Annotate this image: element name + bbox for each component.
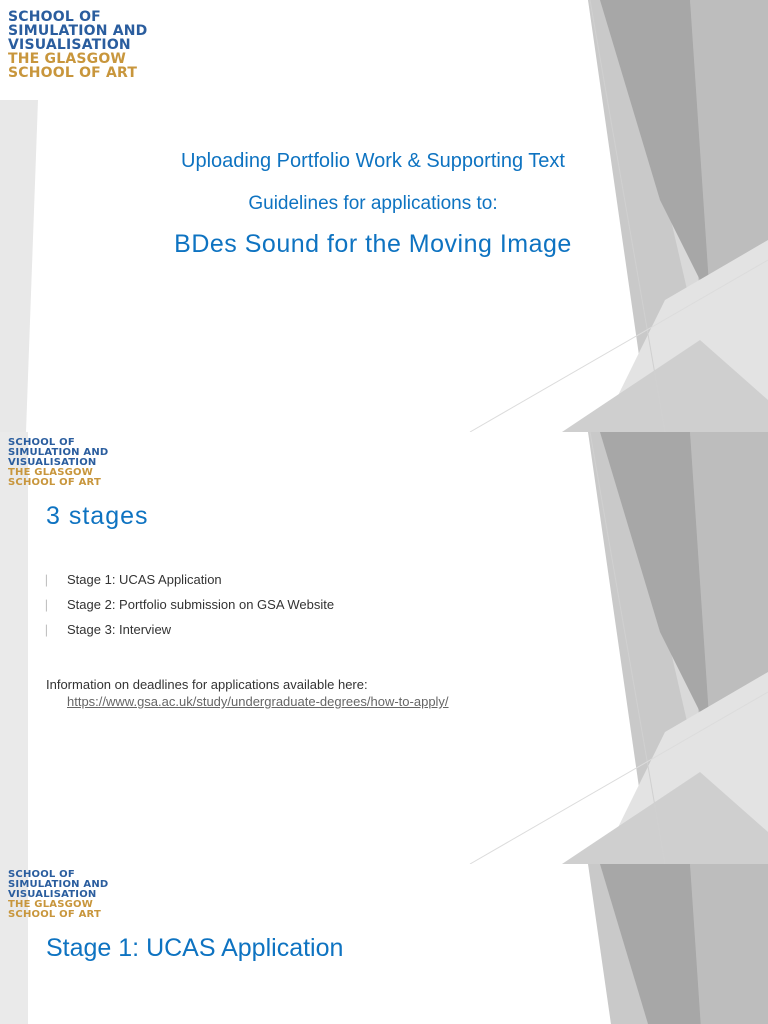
logo-line: SCHOOL OF ART [8,477,101,488]
stage-label: Stage 2: Portfolio submission on GSA Website [67,597,335,612]
logo-line: THE GLASGOW [8,899,93,910]
bullet-icon: ▏ [46,576,54,587]
how-to-apply-link[interactable]: https://www.gsa.ac.uk/study/undergraduate-degrees/how-to-apply/ [67,694,449,709]
bullet-icon: ▏ [46,601,54,612]
list-item [46,622,334,637]
logo-line: SCHOOL OF ART [8,909,101,920]
programme-name: BDes Sound for the Moving Image [174,230,572,258]
slide-heading: Stage 1: UCAS Application [46,934,344,962]
logo-line: VISUALISATION [8,457,97,468]
logo-line: SIMULATION AND [8,447,109,458]
logo-line: SIMULATION AND [8,23,148,39]
slide-heading: 3 stages [46,502,149,530]
bullet-icon: ▏ [46,626,54,637]
gsa-logo [8,10,148,80]
slide-three-stages [0,432,768,864]
logo-line: VISUALISATION [8,37,131,53]
gsa-logo [8,870,108,920]
logo-line: SIMULATION AND [8,879,109,890]
stage-label: Stage 3: Interview [67,622,172,637]
deadline-info [46,676,449,710]
list-item [46,597,334,612]
logo-line: VISUALISATION [8,889,97,900]
gsa-logo [8,438,108,488]
stage-label: Stage 1: UCAS Application [67,572,222,587]
slide-title [0,0,768,432]
logo-line: THE GLASGOW [8,51,127,67]
logo-line: SCHOOL OF [8,9,101,25]
logo-line: SCHOOL OF [8,437,75,448]
logo-line: THE GLASGOW [8,467,93,478]
logo-line: SCHOOL OF ART [8,65,138,81]
slide-title-text: Uploading Portfolio Work & Supporting Text [181,150,565,172]
deadline-info-text: Information on deadlines for applications available here: [46,677,368,692]
slide-stage-1 [0,864,768,1024]
slide-subtitle-text: Guidelines for applications to: [248,193,498,214]
logo-line: SCHOOL OF [8,869,75,880]
decorative-background [0,432,768,864]
stages-list [46,572,334,647]
list-item [46,572,334,587]
